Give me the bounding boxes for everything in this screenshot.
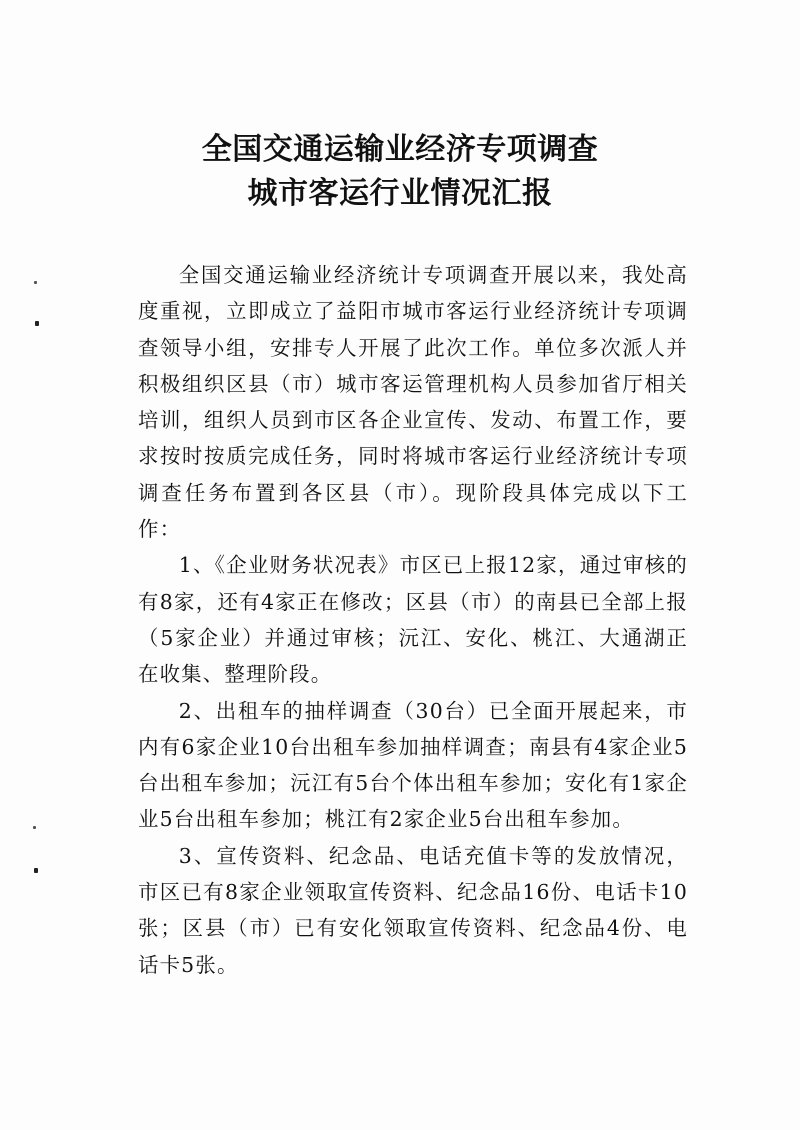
- scan-speck: [33, 826, 36, 829]
- document-body: [138, 257, 688, 983]
- title-line-2: 城市客运行业情况汇报: [247, 176, 553, 211]
- paragraph-item-3: 3、宣传资料、纪念品、电话充值卡等的发放情况，市区已有8家企业领取宣传资料、纪念品16份、电话卡10张；区县（市）已有安化领取宣传资料、纪念品4份、电话卡5张。: [138, 843, 688, 977]
- paragraph-item-2: 2、出租车的抽样调查（30台）已全面开展起来，市内有6家企业10台出租车参加抽样调查；南县有4家企业5台出租车参加；沅江有5台个体出租车参加；安化有1家企业5台出租车参加；桃江有2家企业5台出租车参加。: [138, 698, 688, 832]
- scan-speck: [35, 321, 39, 326]
- scan-speck: [34, 868, 38, 873]
- scan-speck: [34, 281, 37, 284]
- title-line-1: 全国交通运输业经济专项调查: [201, 132, 599, 167]
- paragraph-intro: 全国交通运输业经济统计专项调查开展以来，我处高度重视，立即成立了益阳市城市客运行业经济统计专项调查领导小组，安排专人开展了此次工作。单位多次派人并积极组织区县（市）城市客运管理机构人员参加省厅相关培训，组织人员到市区各企业宣传、发动、布置工作，要求按时按质完成任务，同时将城市客运行业经济统计专项调查任务布置到各区县（市）。现阶段具体完成以下工作：: [138, 263, 688, 542]
- paragraph-item-1: 1、《企业财务状况表》市区已上报12家，通过审核的有8家，还有4家正在修改；区县（市）的南县已全部上报（5家企业）并通过审核；沅江、安化、桃江、大通湖正在收集、整理阶段。: [138, 553, 688, 687]
- document-title: [0, 128, 800, 216]
